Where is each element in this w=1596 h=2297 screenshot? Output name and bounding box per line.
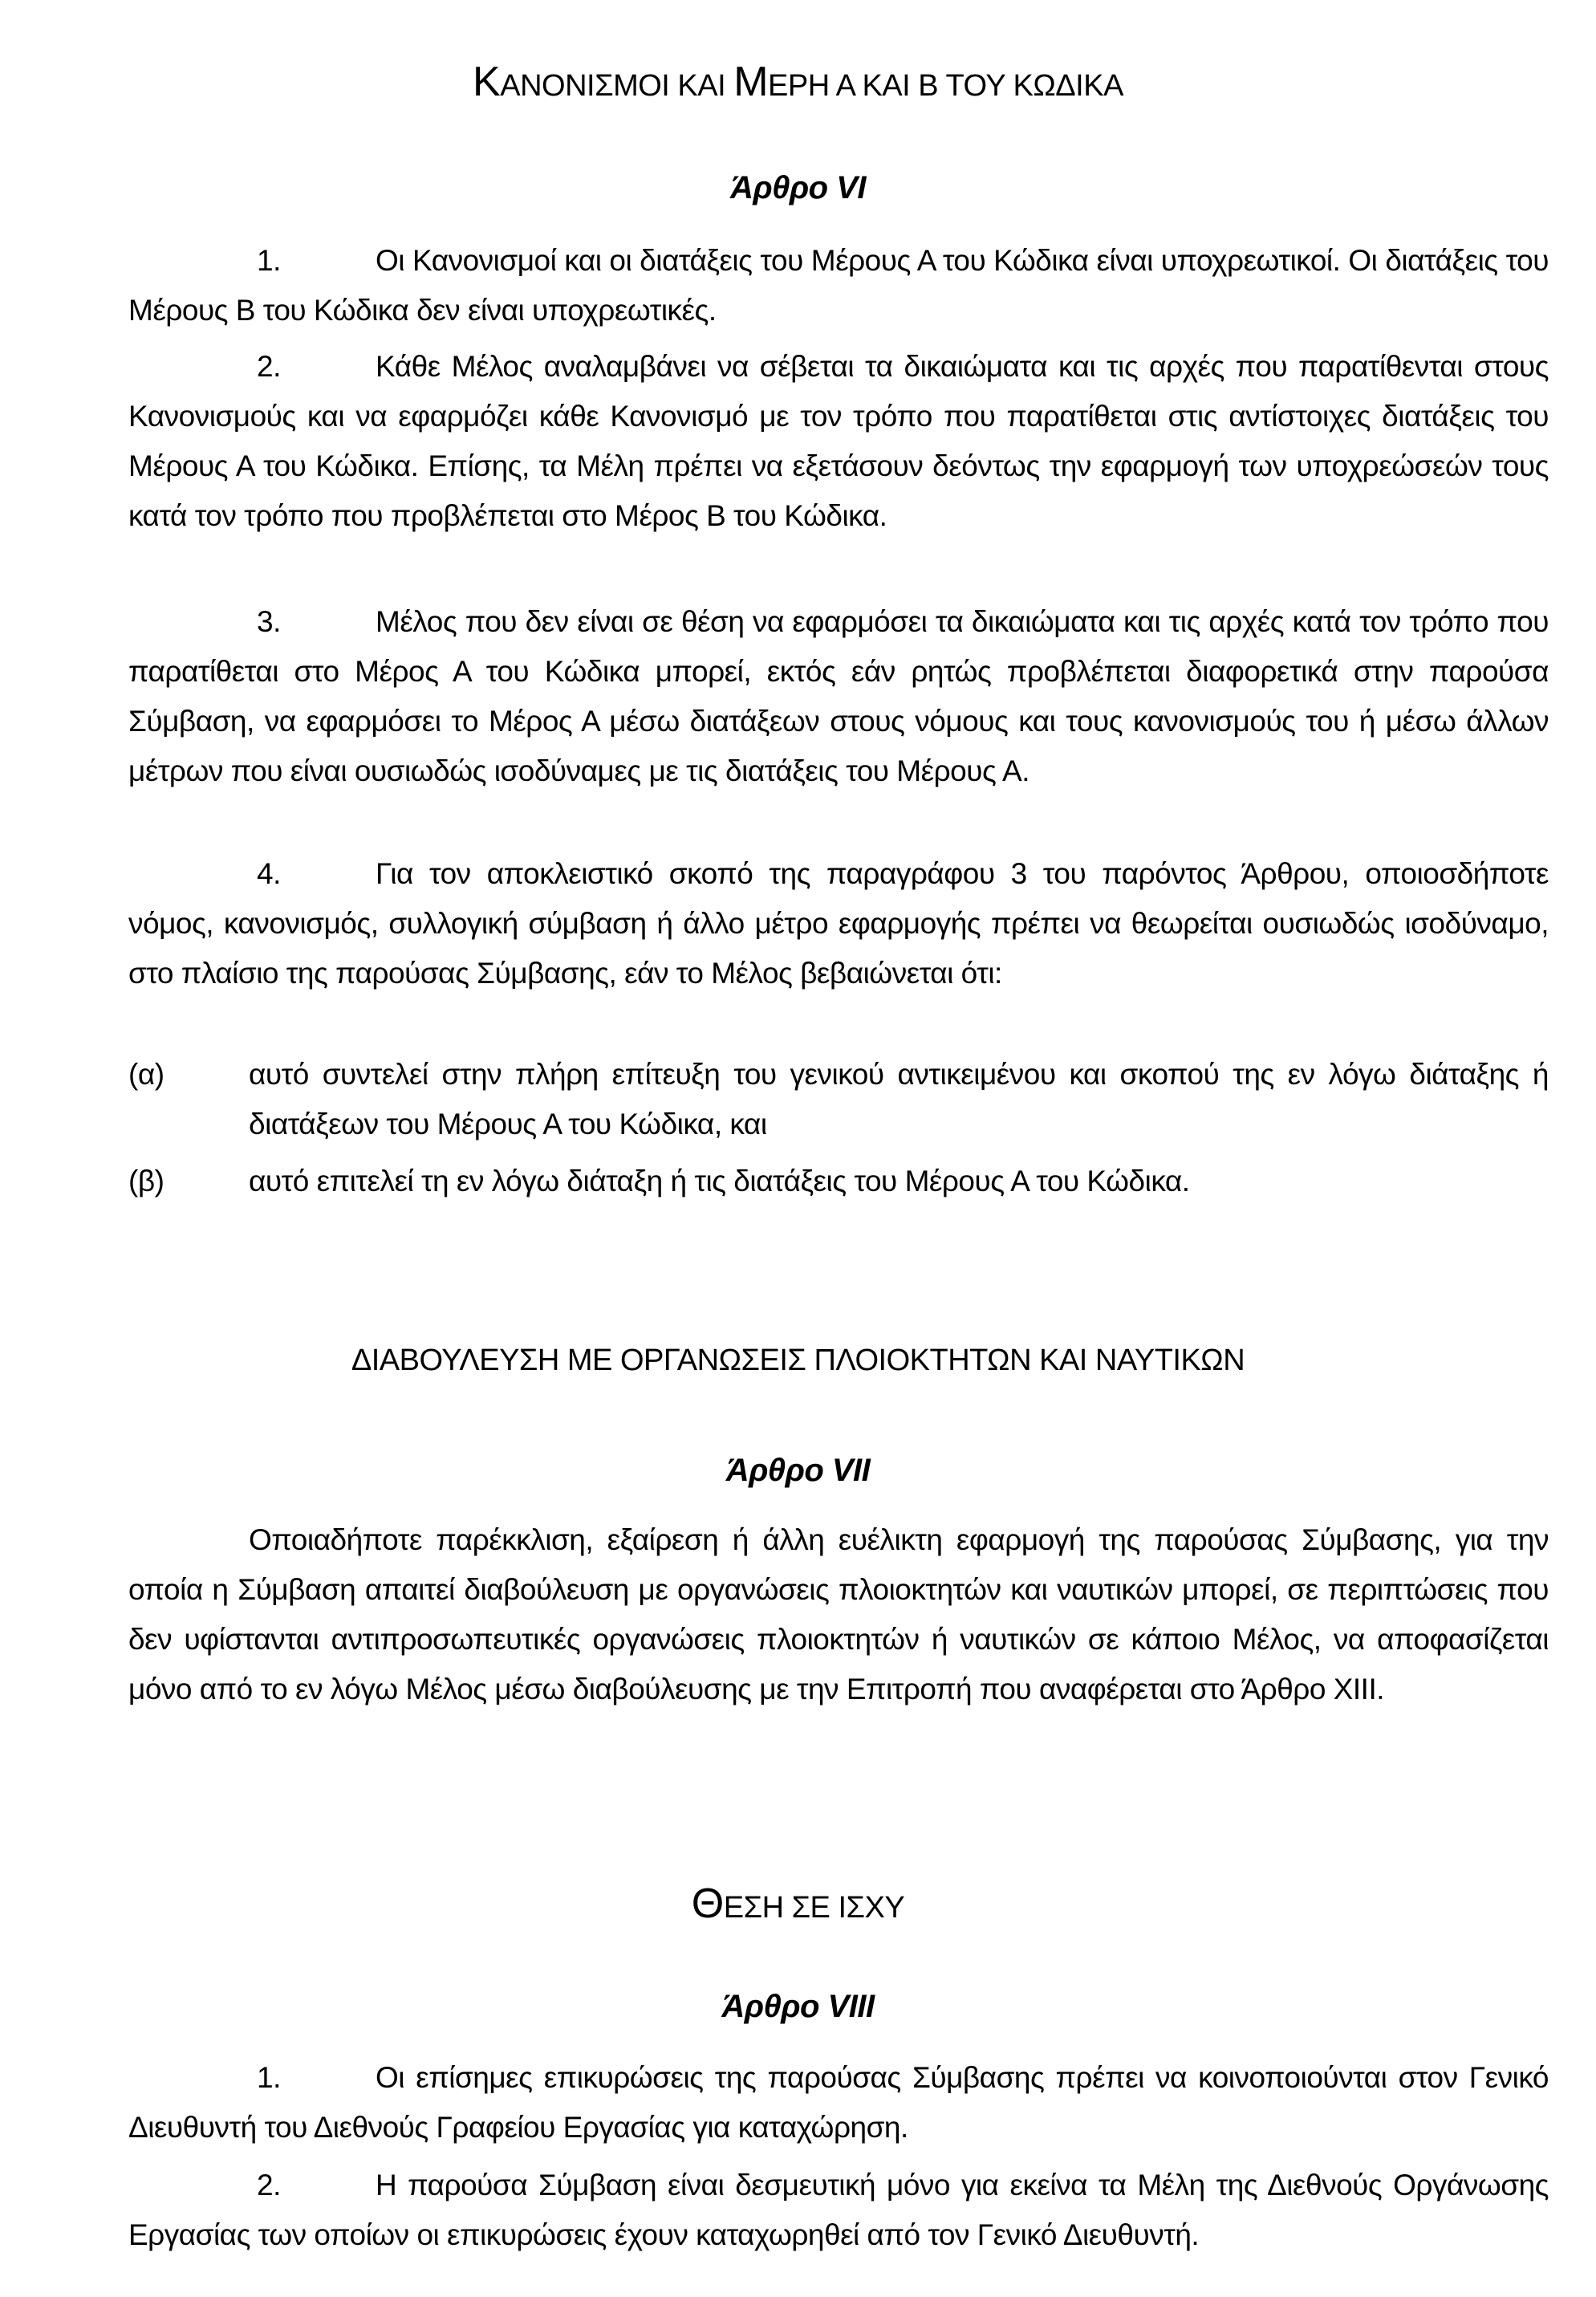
title-part: ΕΣΗ ΣΕ ΙΣΧΥ [723,1891,905,1925]
list-item-a [128,1050,1549,1149]
article-vi-paragraph-4 [128,849,1549,998]
section-title-regulations-and-code [0,58,1596,106]
title-part: ΕΡΗ Α ΚΑΙ Β ΤΟΥ ΚΩΔΙΚΑ [768,69,1123,103]
item-label: (α) [128,1058,164,1091]
paragraph-text: Για τον αποκλειστικό σκοπό της παραγράφου 3 του παρόντος Άρθρου, οποιοσδήποτε νόμος, κανονισμός, συλλογική σύμβαση ή άλλο μέτρο εφαρμογής πρέπει να θεωρείται ουσιωδώς ισοδύναμο, στο πλαίσιο της παρούσας Σύμβασης, εάν το Μέλος βεβαιώνεται ότι: [128,857,1549,990]
article-vii-paragraph: Οποιαδήποτε παρέκκλιση, εξαίρεση ή άλλη ευέλικτη εφαρμογή της παρούσας Σύμβασης, για την οποία η Σύμβαση απαιτεί διαβούλευση με οργανώσεις πλοιοκτητών και ναυτικών μπορεί, σε περιπτώσεις που δεν υφίστανται αντιπροσωπευτικές οργανώσεις πλοιοκτητών ή ναυτικών σε κάποιο Μέλος, να αποφασίζεται μόνο από το εν λόγω Μέλος μέσω διαβούλευσης με την Επιτροπή που αναφέρεται στο Άρθρο XIII. [128,1523,1549,1705]
paragraph-number: 1. [257,244,281,277]
paragraph-number: 1. [257,2061,281,2094]
article-vi-paragraph-3 [128,597,1549,796]
article-heading-viii: Άρθρο VIII [721,1989,875,2024]
item-text: αυτό συντελεί στην πλήρη επίτευξη του γενικού αντικειμένου και σκοπού της εν λόγω διάταξης ή διατάξεων του Μέρους Α του Κώδικα, και [249,1058,1549,1140]
title-initial-th: Θ [691,1880,724,1927]
article-viii-paragraph-2 [128,2161,1549,2260]
paragraph-number: 2. [257,2169,281,2201]
paragraph-number: 2. [257,350,281,383]
paragraph-number: 4. [257,857,281,890]
paragraph-text: Οι Κανονισμοί και οι διατάξεις του Μέρους Α του Κώδικα είναι υποχρεωτικοί. Οι διατάξεις του Μέρους Β του Κώδικα δεν είναι υποχρεωτικές. [128,244,1549,327]
article-vi-paragraph-2 [128,342,1549,541]
title-part: ΑΝΟΝΙΣΜΟΙ ΚΑΙ [500,69,734,103]
section-title-entry-into-force [0,1880,1596,1928]
paragraph-text: Η παρούσα Σύμβαση είναι δεσμευτική μόνο για εκείνα τα Μέλη της Διεθνούς Οργάνωσης Εργασίας των οποίων οι επικυρώσεις έχουν καταχωρηθεί από τον Γενικό Διευθυντή. [128,2169,1549,2251]
section-title-consultation: ΔΙΑΒΟΥΛΕΥΣΗ ΜΕ ΟΡΓΑΝΩΣΕΙΣ ΠΛΟΙΟΚΤΗΤΩΝ ΚΑΙ ΝΑΥΤΙΚΩΝ [351,1344,1245,1377]
article-viii-paragraph-1 [128,2053,1549,2153]
list-item-b [128,1157,1549,1206]
paragraph-text: Οι επίσημες επικυρώσεις της παρούσας Σύμβασης πρέπει να κοινοποιούνται στον Γενικό Διευθυντή του Διεθνούς Γραφείου Εργασίας για καταχώρηση. [128,2061,1549,2144]
article-heading-vi: Άρθρο VI [730,170,866,205]
article-heading-vii: Άρθρο VII [725,1453,871,1488]
paragraph-text: Κάθε Μέλος αναλαμβάνει να σέβεται τα δικαιώματα και τις αρχές που παρατίθενται στους Κανονισμούς και να εφαρμόζει κάθε Κανονισμό με τον τρόπο που παρατίθεται στις αντίστοιχες διατάξεις του Μέρους Α του Κώδικα. Επίσης, τα Μέλη πρέπει να εξετάσουν δεόντως την εφαρμογή των υποχρεώσεών τους κατά τον τρόπο που προβλέπεται στο Μέρος Β του Κώδικα. [128,350,1549,532]
article-vi-paragraph-1 [128,236,1549,335]
paragraph-number: 3. [257,605,281,638]
item-text: αυτό επιτελεί τη εν λόγω διάταξη ή τις διατάξεις του Μέρους Α του Κώδικα. [249,1165,1190,1197]
paragraph-text: Μέλος που δεν είναι σε θέση να εφαρμόσει τα δικαιώματα και τις αρχές κατά τον τρόπο που παρατίθεται στο Μέρος Α του Κώδικα μπορεί, εκτός εάν ρητώς προβλέπεται διαφορετικά στην παρούσα Σύμβαση, να εφαρμόσει το Μέρος Α μέσω διατάξεων στους νόμους και τους κανονισμούς του ή μέσω άλλων μέτρων που είναι ουσιωδώς ισοδύναμες με τις διατάξεις του Μέρους Α. [128,605,1549,787]
title-initial-k: Κ [473,59,501,105]
item-label: (β) [128,1165,164,1197]
title-initial-m: Μ [733,59,769,105]
